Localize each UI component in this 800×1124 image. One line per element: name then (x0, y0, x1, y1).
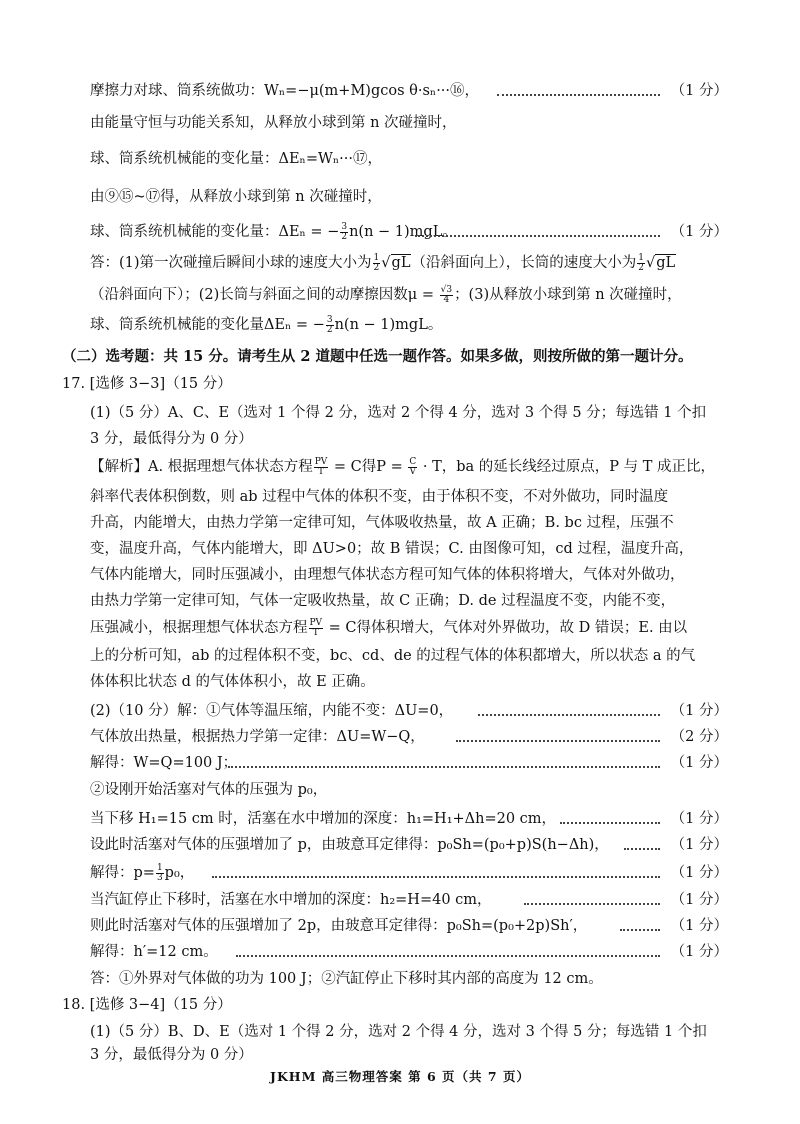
sqrt-radicand: gL (656, 255, 676, 271)
frac-num: 3 (326, 314, 333, 325)
analysis-line-3 (0, 512, 800, 534)
q18-part1-answer-cont (0, 1044, 800, 1066)
score-points: （1 分） (670, 755, 728, 771)
line-text: 上的分析可知，ab 的过程体积不变，bc、cd、de 的过程气体的体积都增大，所以状态 a 的气 (90, 648, 696, 664)
q17-part1-answer (0, 402, 800, 424)
formula-part: p₀， (164, 865, 195, 881)
formula-part: 答：(1)第一次碰撞后瞬间小球的速度大小为 (90, 255, 372, 271)
line-text: (1)（5 分）B、D、E（选对 1 个得 2 分，选对 2 个得 4 分，选对 3 个得 5 分；每选错 1 个扣 (90, 1024, 707, 1040)
frac-den: 2 (326, 324, 333, 335)
line-text: 气体内能增大，同时压强减小，由理想气体状态方程可知气体的体积将增大，气体对外做功， (90, 567, 685, 583)
line-text (90, 456, 715, 478)
formula-part: 压强减小，根据理想气体状态方程 (90, 620, 308, 636)
score-points: （2 分） (670, 729, 728, 745)
line-text: (2)（10 分）解：①气体等温压缩，内能不变：ΔU=0， (90, 703, 454, 719)
line-text (90, 314, 442, 336)
analysis-line-7 (0, 617, 800, 639)
frac-num: 1 (156, 862, 163, 873)
formula-part: = C得体积增大，气体对外界做功，故 D 错误；E. 由以 (324, 620, 688, 636)
frac-num: PV (309, 617, 323, 628)
line-text (90, 862, 194, 884)
q17-part2-step-10 (0, 941, 800, 963)
leader-dots (212, 876, 660, 878)
frac-num: 3 (341, 221, 348, 232)
formula-part: n(n − 1)mgL。 (334, 317, 443, 333)
score-points: （1 分） (670, 703, 728, 719)
formula-part: ；(3)从释放小球到第 n 次碰撞时， (454, 287, 682, 303)
question-18-title (0, 994, 800, 1016)
line-text: （二）选考题：共 15 分。请考生从 2 道题中任选一题作答。如果多做，则按所做的第一题计分。 (62, 348, 693, 365)
formula-part: 球、筒系统机械能的变化量ΔEₙ = − (90, 317, 325, 333)
fraction (309, 619, 324, 638)
leader-dots (228, 766, 660, 768)
formula-part: 【解析】A. 根据理想气体状态方程 (90, 459, 313, 475)
line-text: 球、筒系统机械能的变化量：ΔEₙ=Wₙ···⑰， (90, 151, 382, 167)
line-text: 由⑨⑮~⑰得，从释放小球到第 n 次碰撞时， (90, 189, 382, 205)
q17-part2-step-4 (0, 779, 800, 801)
analysis-line-2 (0, 486, 800, 508)
line-text: 答：①外界对气体做的功为 100 J；②汽缸停止下移时其内部的高度为 12 cm。 (90, 971, 603, 987)
frac-den: T (317, 466, 324, 477)
fraction (408, 458, 417, 477)
question-17-title (0, 373, 800, 395)
line-text: 答：(1)第一次碰撞后瞬间小球的速度大小为 $\frac{1}{2}$ √gL（沿斜面向上），长筒的速度大小为 $\frac{1}{2}$ √gL (90, 252, 676, 273)
line-energy-conservation (0, 112, 800, 134)
leader-dots (236, 955, 660, 957)
page-footer: JKHM 高三物理答案 第 6 页（共 7 页） (270, 1069, 530, 1084)
q17-part2-step-8 (0, 889, 800, 911)
frac-den: T (312, 627, 319, 638)
line-text: 18. [选修 3−4]（15 分） (62, 997, 232, 1013)
line-text: 设此时活塞对气体的压强增加了 p，由玻意耳定律得：p₀Sh=(p₀+p)S(h−Δh)， (90, 837, 609, 853)
score-points: （1 分） (670, 865, 728, 881)
frac-den: 4 (443, 294, 450, 305)
line-friction-work (0, 80, 800, 102)
analysis-line-9 (0, 671, 800, 693)
fraction (326, 316, 334, 335)
line-text: 变，温度升高，气体内能增大，即 ΔU>0；故 B 错误；C. 由图像可知，cd 过程，温度升高， (90, 541, 694, 557)
line-text: 升高，内能增大，由热力学第一定律可知，气体吸收热量，故 A 正确；B. bc 过程，压强不 (90, 515, 674, 531)
fraction (637, 254, 645, 273)
formula-part: n(n − 1)mgL。 (349, 224, 457, 240)
line-text: 17. [选修 3−3]（15 分） (62, 376, 232, 392)
leader-dots (497, 94, 660, 96)
q17-part2-step-7 (0, 862, 800, 884)
score-points: （1 分） (670, 811, 728, 827)
score-points: （1 分） (670, 892, 728, 908)
analysis-line-8 (0, 645, 800, 667)
line-text (90, 221, 457, 243)
line-from-equations (0, 186, 800, 208)
frac-den: 3 (156, 872, 163, 883)
q17-part2-step-3 (0, 752, 800, 774)
fraction (440, 286, 453, 305)
line-answer-3 (0, 314, 800, 336)
analysis-line-6 (0, 590, 800, 612)
frac-den: 2 (638, 262, 644, 273)
section-heading-elective (0, 346, 800, 368)
leader-dots (560, 822, 660, 824)
formula-part: （沿斜面向上），长筒的速度大小为 (411, 255, 637, 271)
line-text: 当汽缸停止下移时，活塞在水中增加的深度：h₂=H=40 cm， (90, 892, 492, 908)
line-mech-energy-change (0, 148, 800, 170)
line-text: 则此时活塞对气体的压强增加了 2p，由玻意耳定律得：p₀Sh=(p₀+2p)Sh′， (90, 918, 588, 934)
leader-dots (415, 235, 660, 237)
q17-part2-step-9 (0, 915, 800, 937)
line-text: 体体积比状态 d 的气体体积小，故 E 正确。 (90, 674, 375, 690)
fraction (373, 254, 381, 273)
line-text: 3 分，最低得分为 0 分） (90, 431, 253, 447)
q17-part1-answer-cont (0, 428, 800, 450)
formula-part: 球、筒系统机械能的变化量：ΔEₙ = − (90, 224, 340, 240)
line-text: 摩擦力对球、筒系统做功：Wₙ=−μ(m+M)gcos θ·sₙ···⑯， (90, 83, 480, 99)
line-text: (1)（5 分）A、C、E（选对 1 个得 2 分，选对 2 个得 4 分，选对 3 个得 5 分；每选错 1 个扣 (90, 405, 707, 421)
fraction (156, 864, 164, 883)
frac-num: C (409, 456, 417, 467)
line-answer-1 (0, 252, 800, 274)
analysis-line-5 (0, 564, 800, 586)
line-text: 气体放出热量，根据热力学第一定律：ΔU=W−Q， (90, 729, 425, 745)
score-points: （1 分） (670, 837, 728, 853)
q18-part1-answer (0, 1021, 800, 1043)
line-text: 由能量守恒与功能关系知，从释放小球到第 n 次碰撞时， (90, 115, 457, 131)
frac-num: √3 (440, 284, 453, 295)
sqrt-radicand: gL (391, 255, 411, 271)
leader-dots (524, 903, 660, 905)
line-text: 斜率代表体积倒数，则 ab 过程中气体的体积不变，由于体积不变，不对外做功，同时温度 (90, 489, 669, 505)
line-answer-2 (0, 284, 800, 306)
leader-dots (620, 929, 660, 931)
formula-part: 解得：p= (90, 865, 155, 881)
formula-part: （沿斜面向下）；(2)长筒与斜面之间的动摩擦因数μ = (90, 287, 439, 303)
line-text (90, 617, 687, 639)
q17-part2-answer (0, 968, 800, 990)
line-delta-e-result (0, 221, 800, 243)
line-text: 解得：W=Q=100 J； (90, 755, 238, 771)
frac-den: 2 (341, 231, 348, 242)
frac-num: 1 (373, 252, 380, 263)
fraction (314, 458, 329, 477)
line-text: 3 分，最低得分为 0 分） (90, 1047, 253, 1063)
leader-dots (478, 714, 660, 716)
formula-part: = C得P = (329, 459, 408, 475)
score-points: （1 分） (670, 918, 728, 934)
frac-den: 2 (373, 262, 380, 273)
line-text: ②设刚开始活塞对气体的压强为 p₀， (90, 782, 328, 798)
formula-part: · T，ba 的延长线经过原点，P 与 T 成正比， (418, 459, 716, 475)
frac-num: 1 (638, 252, 644, 263)
line-text: 由热力学第一定律可知，气体一定吸收热量，故 C 正确；D. de 过程温度不变，内能不变， (90, 593, 676, 609)
analysis-line-4 (0, 538, 800, 560)
frac-den: V (409, 466, 417, 477)
score-points: （1 分） (670, 83, 728, 99)
score-points: （1 分） (670, 944, 728, 960)
q17-part2-step-6 (0, 834, 800, 856)
analysis-line-1 (0, 456, 800, 478)
line-text: 当下移 H₁=15 cm 时，活塞在水中增加的深度：h₁=H₁+Δh=20 cm， (90, 811, 557, 827)
fraction (340, 223, 348, 242)
q17-part2-step-5 (0, 808, 800, 830)
line-text (90, 284, 682, 306)
score-points: （1 分） (670, 224, 728, 240)
line-text: 解得：h′=12 cm。 (90, 944, 218, 960)
q17-part2-step-2 (0, 726, 800, 748)
q17-part2-step-1 (0, 700, 800, 722)
leader-dots (456, 740, 660, 742)
leader-dots (624, 848, 660, 850)
frac-num: PV (314, 456, 328, 467)
